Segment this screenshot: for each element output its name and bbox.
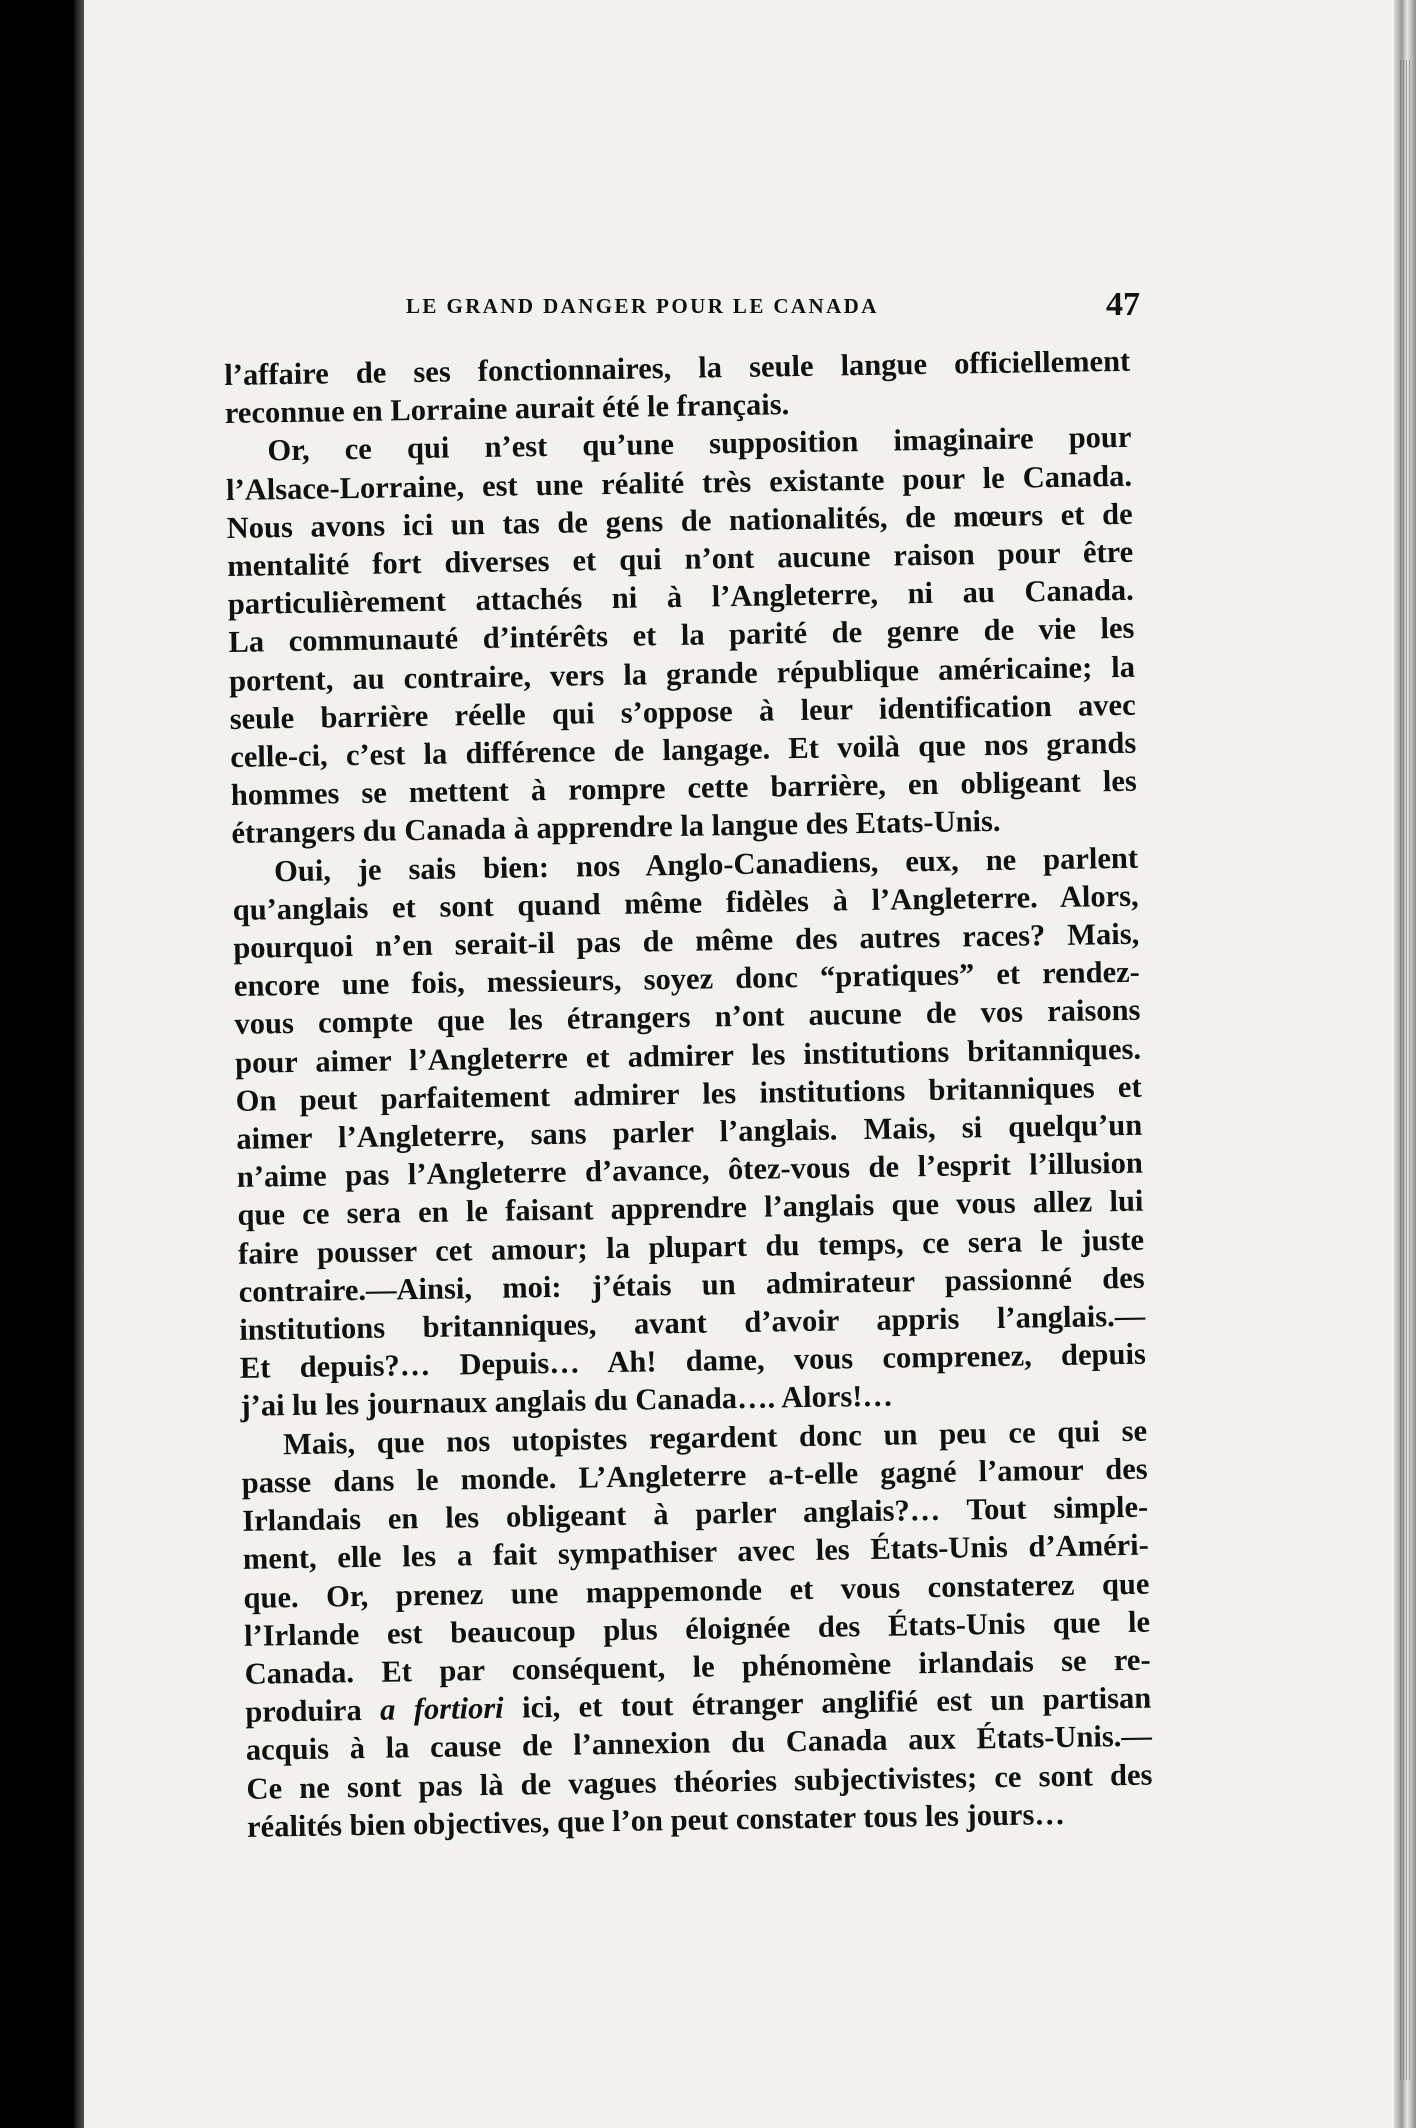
text-line: mentalité fort diverses et qui n’ont aucune raison pour être <box>227 534 1134 583</box>
text-line: pourquoi n’en serait-il pas de même des autres races? Mais, <box>233 916 1140 965</box>
text-line: seule barrière réelle qui s’oppose à leur identification avec <box>229 687 1136 736</box>
text-line: encore une fois, messieurs, soyez donc “pratiques” et rendez- <box>233 954 1141 1004</box>
text-line: l’Alsace-Lorraine, est une réalité très existante pour le Canada. <box>225 458 1133 507</box>
text-line: vous compte que les étrangers n’ont aucune de vos raisons <box>234 993 1141 1042</box>
text-line: contraire.—Ainsi, moi: j’étais un admirateur passionné des <box>238 1260 1145 1309</box>
text-line: reconnue en Lorraine aurait été le français. <box>224 387 790 431</box>
text-line: qu’anglais et sont quand même fidèles à l’Angleterre. Alors, <box>232 878 1139 927</box>
text-line: étrangers du Canada à apprendre la langue des Etats-Unis. <box>231 804 1001 851</box>
body-text <box>224 342 1153 1846</box>
text-line: réalités bien objectives, que l’on peut constater tous les jours… <box>246 1796 1066 1844</box>
text-fragment: produira <box>245 1693 362 1729</box>
text-line: La communauté d’intérêts et la parité de genre de vie les <box>228 611 1135 660</box>
text-line: Or, ce qui n’est qu’une supposition imaginaire pour <box>267 420 1132 468</box>
page-edge-stack <box>1398 60 1412 2080</box>
text-line: Oui, je sais bien: nos Anglo-Canadiens, eux, ne parlent <box>273 840 1139 888</box>
text-line: l’Irlande est beaucoup plus éloignée des États-Unis que le <box>243 1604 1151 1653</box>
text-fragment: ici, et tout étranger anglifié est un partisan <box>521 1680 1152 1725</box>
text-line: j’ai lu les journaux anglais du Canada…. Alors!… <box>240 1379 894 1424</box>
text-line: celle-ci, c’est la différence de langage. Et voilà que nos grands <box>230 725 1137 774</box>
text-line: Ce ne sont pas là de vagues théories subjectivistes; ce sont des <box>246 1757 1153 1806</box>
text-line: Mais, que nos utopistes regardent donc un peu ce qui se <box>282 1413 1148 1461</box>
text-line: acquis à la cause de l’annexion du Canada aux États-Unis.— <box>245 1718 1153 1768</box>
text-line: On peut parfaitement admirer les institutions britanniques et <box>235 1069 1142 1118</box>
text-line: hommes se mettent à rompre cette barrière, en obligeant les <box>230 763 1138 813</box>
text-line: l’affaire de ses fonctionnaires, la seule langue officiellement <box>224 343 1131 392</box>
text-line: Et depuis?… Depuis… Ah! dame, vous comprenez, depuis <box>239 1336 1147 1386</box>
text-line: faire pousser cet amour; la plupart du temps, ce sera le juste <box>237 1222 1145 1271</box>
text-line: passe dans le monde. L’Angleterre a-t-elle gagné l’amour des <box>241 1451 1148 1500</box>
text-line: que ce sera en le faisant apprendre l’anglais que vous allez lui <box>237 1184 1144 1233</box>
running-title: LE GRAND DANGER POUR LE CANADA <box>406 294 879 318</box>
text-line: pour aimer l’Angleterre et admirer les institutions britanniques. <box>234 1031 1142 1080</box>
text-line: ment, elle les a fait sympathiser avec les États-Unis d’Améri- <box>242 1527 1150 1577</box>
text-line: portent, au contraire, vers la grande république américaine; la <box>228 649 1136 698</box>
text-line: Canada. Et par conséquent, le phénomène irlandais se re- <box>244 1642 1151 1691</box>
text-line: aimer l’Angleterre, sans parler l’anglais. Mais, si quelqu’un <box>236 1107 1143 1156</box>
text-line: particulièrement attachés ni à l’Angleterre, ni au Canada. <box>227 572 1135 622</box>
text-line: institutions britanniques, avant d’avoir appris l’anglais.— <box>239 1298 1146 1347</box>
text-line: Nous avons ici un tas de gens de nationalités, de mœurs et de <box>226 496 1133 545</box>
text-line: n’aime pas l’Angleterre d’avance, ôtez-vous de l’esprit l’illusion <box>236 1145 1144 1195</box>
italic-phrase: a fortiori <box>379 1690 504 1727</box>
page-number: 47 <box>1106 286 1140 323</box>
text-line: que. Or, prenez une mappemonde et vous constaterez que <box>243 1566 1150 1615</box>
page-header <box>320 286 1140 334</box>
text-line: Irlandais en les obligeant à parler anglais?… Tout simple- <box>242 1489 1149 1538</box>
